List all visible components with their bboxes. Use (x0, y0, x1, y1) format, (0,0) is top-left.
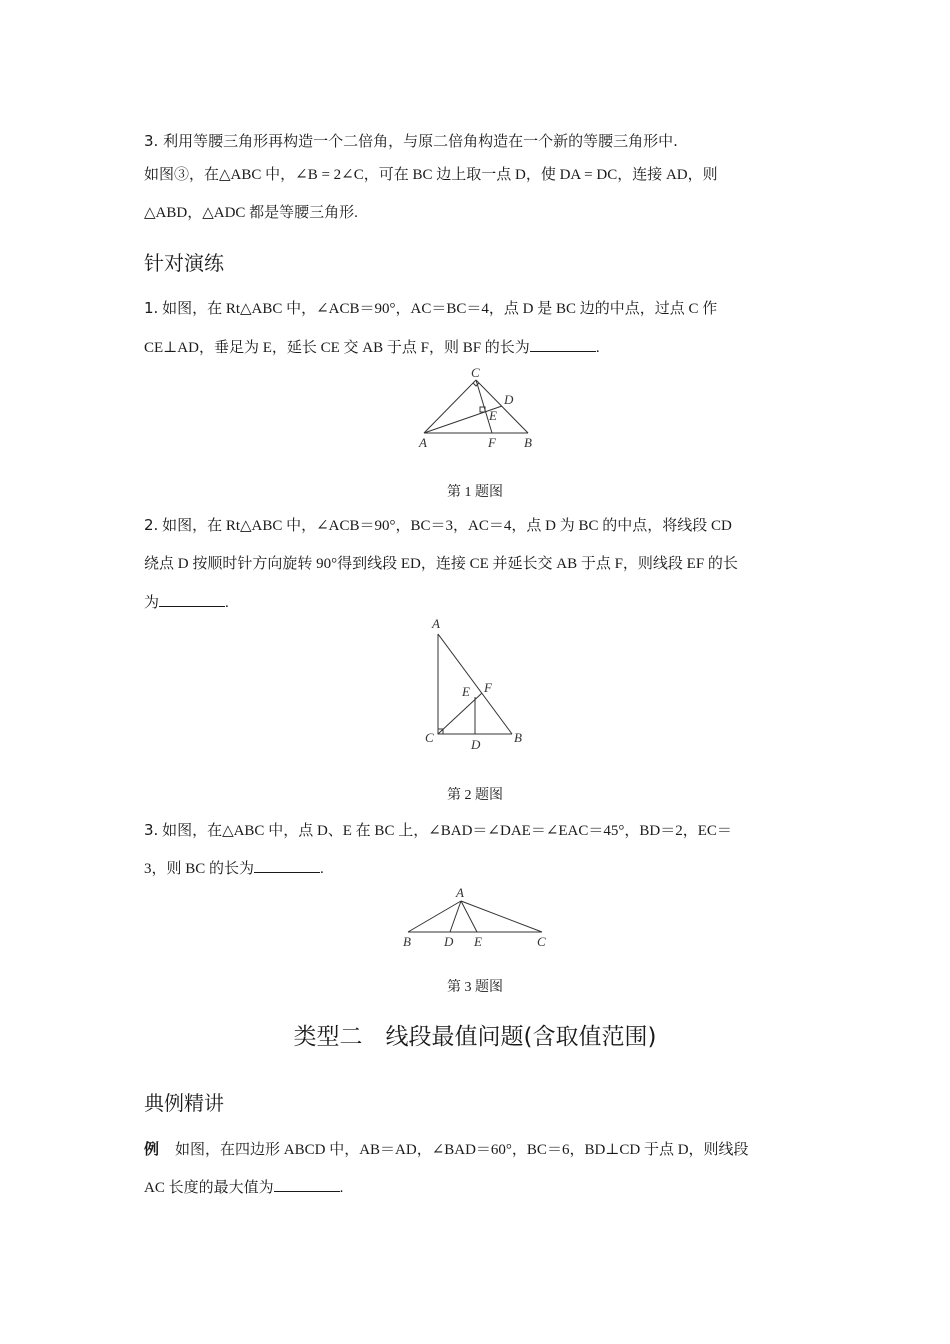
answer-blank[interactable] (274, 1177, 340, 1192)
period: . (320, 861, 324, 877)
label-B: B (524, 435, 532, 450)
intro-example-line-1: 如图③，在△ABC 中，∠B = 2∠C，可在 BC 边上取一点 D，使 DA = DC，连接 AD，则 (144, 167, 718, 183)
problem-1-line-1 (144, 297, 717, 318)
problem-number: 2. (144, 516, 159, 534)
label-E: E (489, 408, 497, 423)
label-F: F (484, 680, 492, 695)
label-C: C (471, 365, 480, 380)
problem-2-line-2: 绕点 D 按顺时针方向旋转 90°得到线段 ED，连接 CE 并延长交 AB 于点 F，则线段 EF 的长 (144, 556, 738, 572)
section-title: 类型二 线段最值问题(含取值范围) (293, 1024, 657, 1050)
point-number: 3. (144, 132, 159, 150)
problem-text: 如图，在 Rt△ABC 中，∠ACB＝90°，BC＝3，AC＝4，点 D 为 BC 的中点，将线段 CD (162, 518, 732, 534)
label-A: A (419, 435, 427, 450)
problem-3-line-1 (144, 819, 732, 840)
intro-point-3 (144, 130, 678, 151)
problem-2-line-3 (144, 591, 229, 612)
point-text: 利用等腰三角形再构造一个二倍角，与原二倍角构造在一个新的等腰三角形中. (163, 132, 678, 150)
answer-blank[interactable] (159, 592, 225, 607)
figure-2-triangle-diagram (415, 615, 535, 755)
figure-1-caption: 第 1 题图 (447, 485, 503, 500)
label-E: E (462, 684, 470, 699)
example-line-2 (144, 1176, 343, 1197)
problem-text: 为 (144, 595, 160, 611)
problem-number: 1. (144, 299, 159, 317)
problem-text: 如图，在△ABC 中，点 D、E 在 BC 上，∠BAD＝∠DAE＝∠EAC＝45°，BD＝2，EC＝ (162, 823, 732, 839)
label-E: E (474, 934, 482, 949)
label-B: B (514, 730, 522, 745)
section-2-heading: 典例精讲 (144, 1091, 224, 1115)
label-D: D (471, 737, 481, 752)
label-C: C (425, 730, 434, 745)
practice-heading: 针对演练 (144, 251, 224, 275)
label-A: A (456, 885, 464, 900)
answer-blank[interactable] (530, 337, 596, 352)
figure-2-caption: 第 2 题图 (447, 788, 503, 803)
label-D: D (444, 934, 454, 949)
example-label: 例 (144, 1140, 160, 1158)
example-line-1 (144, 1138, 749, 1159)
example-text: AC 长度的最大值为 (144, 1180, 274, 1196)
label-C: C (537, 934, 546, 949)
label-F: F (488, 435, 496, 450)
problem-text: 如图，在 Rt△ABC 中，∠ACB＝90°，AC＝BC＝4，点 D 是 BC 边的中点，过点 C 作 (162, 301, 718, 317)
problem-3-line-2 (144, 857, 324, 878)
label-B: B (403, 934, 411, 949)
answer-blank[interactable] (254, 858, 320, 873)
period: . (339, 1180, 344, 1196)
figure-1-triangle-diagram (400, 360, 550, 455)
figure-3-triangle-diagram (395, 882, 555, 952)
problem-1-line-2 (144, 336, 600, 357)
problem-number: 3. (144, 821, 159, 839)
period: . (225, 595, 229, 611)
figure-3-caption: 第 3 题图 (447, 980, 503, 995)
period: . (595, 340, 600, 356)
intro-example-line-2: △ABD，△ADC 都是等腰三角形. (144, 205, 358, 221)
label-A: A (432, 616, 440, 631)
problem-text: CE⊥AD，垂足为 E，延长 CE 交 AB 于点 F，则 BF 的长为 (144, 340, 530, 356)
label-D: D (504, 392, 514, 407)
problem-2-line-1 (144, 514, 732, 535)
example-text: 如图，在四边形 ABCD 中，AB＝AD，∠BAD＝60°，BC＝6，BD⊥CD 于点 D，则线段 (175, 1142, 749, 1158)
problem-text: 3，则 BC 的长为 (144, 861, 255, 877)
